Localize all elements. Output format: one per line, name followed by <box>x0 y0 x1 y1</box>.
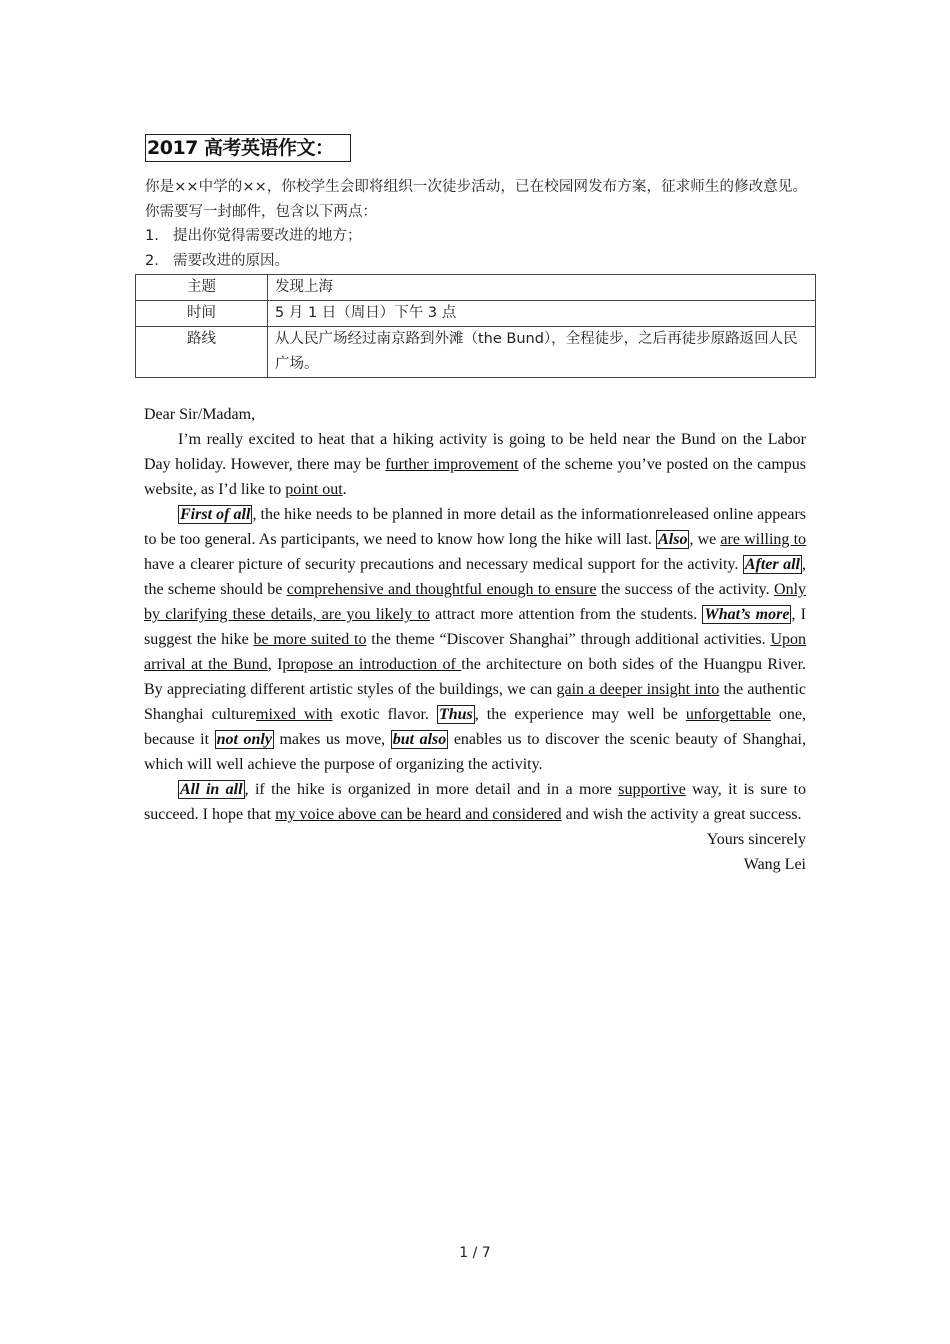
text-run: the success of the activity. <box>596 581 775 598</box>
table-row <box>136 327 816 378</box>
list-number: 2. <box>145 253 159 269</box>
boxed-transition: What’s more <box>704 606 790 623</box>
list-text: 需要改进的原因。 <box>173 253 289 269</box>
underlined-phrase: Upon arrival at the Bund <box>144 631 807 673</box>
list-item <box>145 224 807 249</box>
page-number: 1 / 7 <box>459 1245 491 1261</box>
list-item <box>145 249 807 274</box>
text-run: , the scheme should be <box>144 556 806 598</box>
underlined-phrase: are willing to <box>720 531 807 548</box>
underlined-phrase: supportive <box>618 781 686 798</box>
page-title: 2017 高考英语作文： <box>145 134 351 162</box>
letter-closing: Yours sincerely <box>706 831 806 848</box>
text-run: makes us move, <box>273 731 391 748</box>
table-cell-value: 发现上海 <box>268 275 816 301</box>
letter-body <box>144 402 806 877</box>
table-cell-key: 路线 <box>136 327 268 378</box>
text-run: I’m really excited to heat that a hiking activity is going to be held near the Bund on the Labor Day holiday. However, there may be <box>144 431 806 473</box>
text-run: , the hike needs to be planned in more detail as the informationreleased online appears to be too general. As participants, we need to know how long the hike will last. <box>144 506 807 548</box>
letter-signature: Wang Lei <box>743 856 806 873</box>
underlined-phrase: mixed with <box>256 706 333 723</box>
list-number: 1. <box>145 228 159 244</box>
boxed-transition: Also <box>658 531 688 548</box>
letter-paragraph-2 <box>144 502 806 777</box>
underlined-phrase: Only by clarifying these details, are you likely to <box>144 581 807 623</box>
underlined-phrase: propose an introduction of <box>282 656 462 673</box>
text-run: , if the hike is organized in more detail and in a more <box>244 781 619 798</box>
text-run: exotic flavor. <box>332 706 437 723</box>
boxed-transition: First of all <box>180 506 251 523</box>
text-run: , the experience may well be <box>474 706 686 723</box>
table-row <box>136 275 816 301</box>
prompt-intro: 你是××中学的××，你校学生会即将组织一次徒步活动，已在校园网发布方案，征求师生的修改意见。你需要写一封邮件，包含以下两点： <box>145 179 808 220</box>
table-cell-key: 主题 <box>136 275 268 301</box>
boxed-transition: not only <box>216 731 272 748</box>
text-run: the authentic Shanghai culture <box>144 681 807 723</box>
text-run: attract more attention from the students. <box>429 606 703 623</box>
prompt-points <box>145 224 807 274</box>
boxed-transition: After all <box>744 556 800 573</box>
text-run: . <box>342 481 347 498</box>
underlined-phrase: unforgettable <box>685 706 771 723</box>
underlined-phrase: my voice above can be heard and considered <box>275 806 562 823</box>
boxed-transition: All in all <box>180 781 243 798</box>
underlined-phrase: comprehensive and thoughtful enough to ensure <box>286 581 597 598</box>
letter-salutation: Dear Sir/Madam, <box>144 406 256 423</box>
text-run: the architecture on both sides of the Huangpu River. By appreciating different artistic styles of the buildings, we can <box>144 656 807 698</box>
text-run: have a clearer picture of security precautions and necessary medical support for the activity. <box>144 556 743 573</box>
text-run: and wish the activity a great success. <box>561 806 802 823</box>
text-run: one, because it <box>144 706 807 748</box>
text-run: of the scheme you’ve posted on the campus website, as I’d like to <box>144 456 807 498</box>
text-run: enables us to discover the scenic beauty of Shanghai, which will well achieve the purpose of organizing the activity. <box>144 731 806 773</box>
table-cell-value: 5 月 1 日（周日）下午 3 点 <box>268 301 816 327</box>
underlined-phrase: point out <box>285 481 343 498</box>
underlined-phrase: be more suited to <box>253 631 367 648</box>
letter-paragraph-1 <box>144 427 806 502</box>
underlined-phrase: further improvement <box>385 456 519 473</box>
text-run: the theme “Discover Shanghai” through additional activities. <box>366 631 771 648</box>
text-run: way, it is sure to succeed. I hope that <box>144 781 806 823</box>
table-cell-value: 从人民广场经过南京路到外滩（the Bund），全程徒步，之后再徒步原路返回人民广场。 <box>268 327 816 378</box>
list-text: 提出你觉得需要改进的地方； <box>173 228 362 244</box>
letter-paragraph-3 <box>144 777 806 827</box>
text-run: , I suggest the hike <box>144 606 807 648</box>
text-run: , we <box>689 531 721 548</box>
boxed-transition: but also <box>392 731 447 748</box>
table-row <box>136 301 816 327</box>
table-cell-key: 时间 <box>136 301 268 327</box>
boxed-transition: Thus <box>438 706 473 723</box>
underlined-phrase: gain a deeper insight into <box>556 681 720 698</box>
text-run: , I <box>267 656 283 673</box>
activity-info-table <box>135 274 816 378</box>
